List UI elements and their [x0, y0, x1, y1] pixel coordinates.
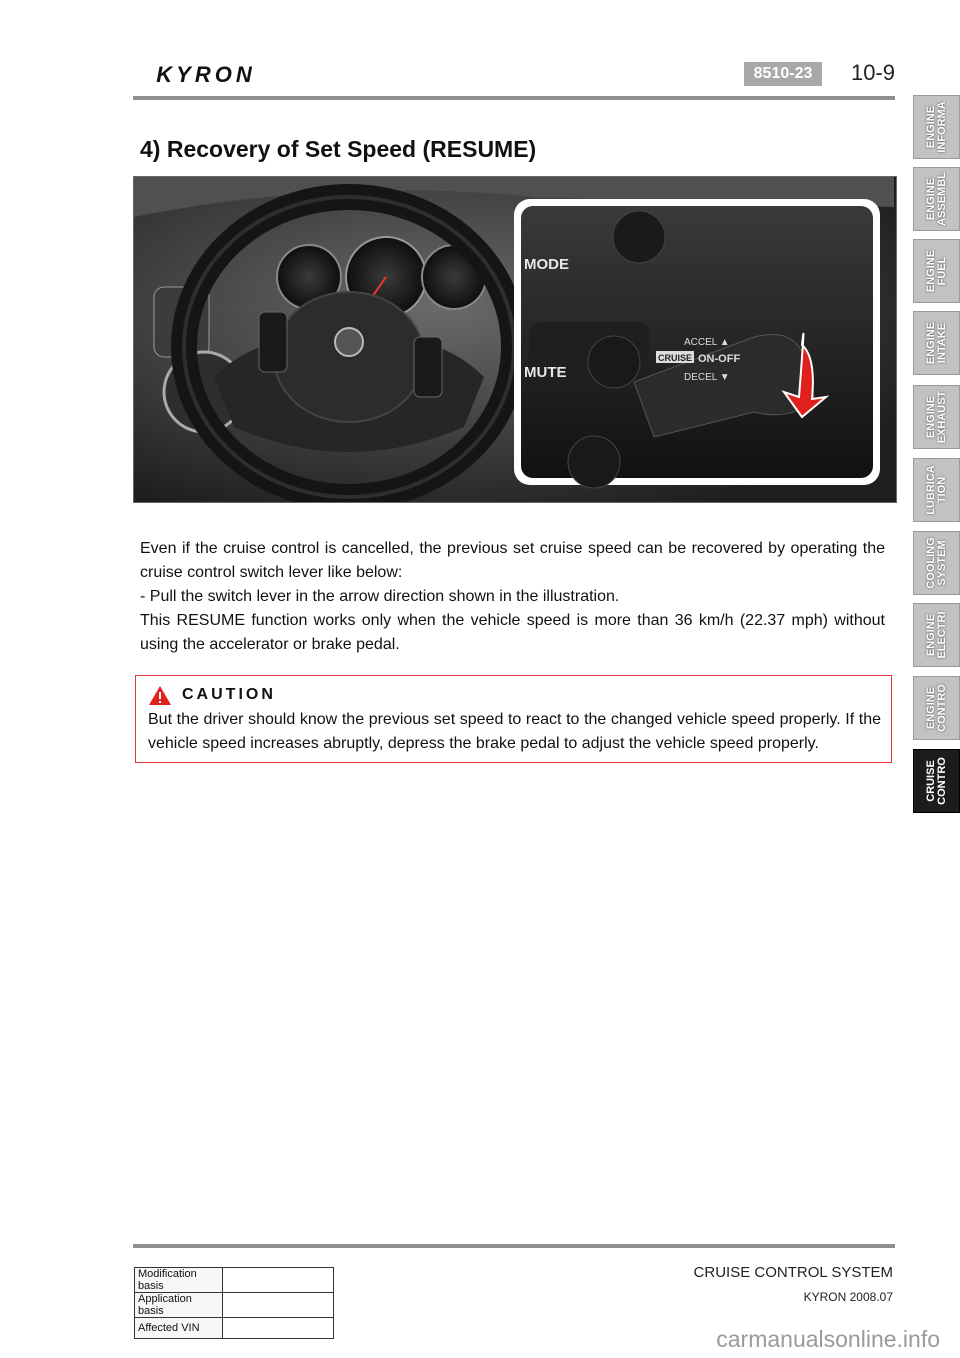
tab-label: ENGINE EXHAUST — [924, 390, 948, 444]
on-off-label: ON-OFF — [698, 353, 741, 365]
section-code-badge: 8510-23 — [744, 62, 822, 86]
tab-lubrication[interactable] — [913, 458, 960, 522]
basis-value — [223, 1293, 334, 1318]
caution-text: But the driver should know the previous set speed to react to the changed vehicle speed properly. If the vehicle speed increases abruptly, depress the brake pedal to adjust the vehicle speed properly. — [148, 711, 881, 752]
body-text — [140, 537, 885, 657]
table-row — [135, 1293, 334, 1318]
tab-label: ENGINE ELECTRI — [924, 611, 948, 659]
basis-label: Application basis — [135, 1293, 223, 1318]
tab-label: CRUISE CONTRO — [924, 757, 948, 805]
accel-label: ACCEL ▲ — [684, 337, 730, 348]
watermark: carmanualsonline.info — [716, 1326, 940, 1352]
basis-label: Affected VIN — [135, 1318, 223, 1339]
tab-engine-information[interactable] — [913, 95, 960, 159]
header-rule — [133, 96, 895, 100]
footer-rule — [133, 1244, 895, 1248]
tab-label: ENGINE CONTRO — [924, 684, 948, 732]
body-paragraph: This RESUME function works only when the vehicle speed is more than 36 km/h (22.37 mph) without using the accelerator or brake pedal. — [140, 612, 885, 653]
tab-label: LUBRICA TION — [924, 465, 948, 515]
tab-label: ENGINE INFORMA — [924, 101, 948, 153]
caution-title: CAUTION — [182, 686, 276, 703]
tab-label: ENGINE INTAKE — [924, 321, 948, 365]
caution-box — [135, 675, 892, 763]
tab-label: ENGINE ASSEMBL — [924, 172, 948, 226]
tab-label: COOLING SYSTEM — [924, 537, 948, 589]
mode-label: MODE — [524, 256, 569, 273]
cruise-lever-inset — [514, 199, 880, 488]
tab-engine-electrical[interactable] — [913, 603, 960, 667]
tab-label: ENGINE FUEL — [924, 249, 948, 293]
steering-wheel-photo — [133, 176, 897, 503]
kyron-logo — [133, 60, 279, 88]
tab-engine-exhaust[interactable] — [913, 385, 960, 449]
footer-model-date: KYRON 2008.07 — [803, 1290, 893, 1304]
tab-cruise-control[interactable] — [913, 749, 960, 813]
basis-value — [223, 1268, 334, 1293]
body-paragraph: Even if the cruise control is cancelled, the previous set cruise speed can be recovered by operating the cruise control switch lever like below: — [140, 540, 885, 581]
tab-engine-control[interactable] — [913, 676, 960, 740]
mute-label: MUTE — [524, 364, 567, 381]
tab-engine-assembly[interactable] — [913, 167, 960, 231]
decel-label: DECEL ▼ — [684, 372, 730, 383]
cruise-label: CRUISE — [658, 353, 693, 363]
footer-chapter-title: CRUISE CONTROL SYSTEM — [693, 1264, 893, 1281]
tab-cooling-system[interactable] — [913, 531, 960, 595]
tab-engine-intake[interactable] — [913, 311, 960, 375]
tab-engine-fuel[interactable] — [913, 239, 960, 303]
warning-icon — [148, 685, 172, 706]
basis-label: Modification basis — [135, 1268, 223, 1293]
table-row — [135, 1268, 334, 1293]
page-number: 10-9 — [850, 60, 895, 85]
caution-header — [148, 684, 276, 706]
body-instruction: - Pull the switch lever in the arrow direction shown in the illustration. — [140, 588, 620, 605]
logo-text: KYRON — [156, 62, 256, 87]
section-title: 4) Recovery of Set Speed (RESUME) — [140, 136, 537, 162]
